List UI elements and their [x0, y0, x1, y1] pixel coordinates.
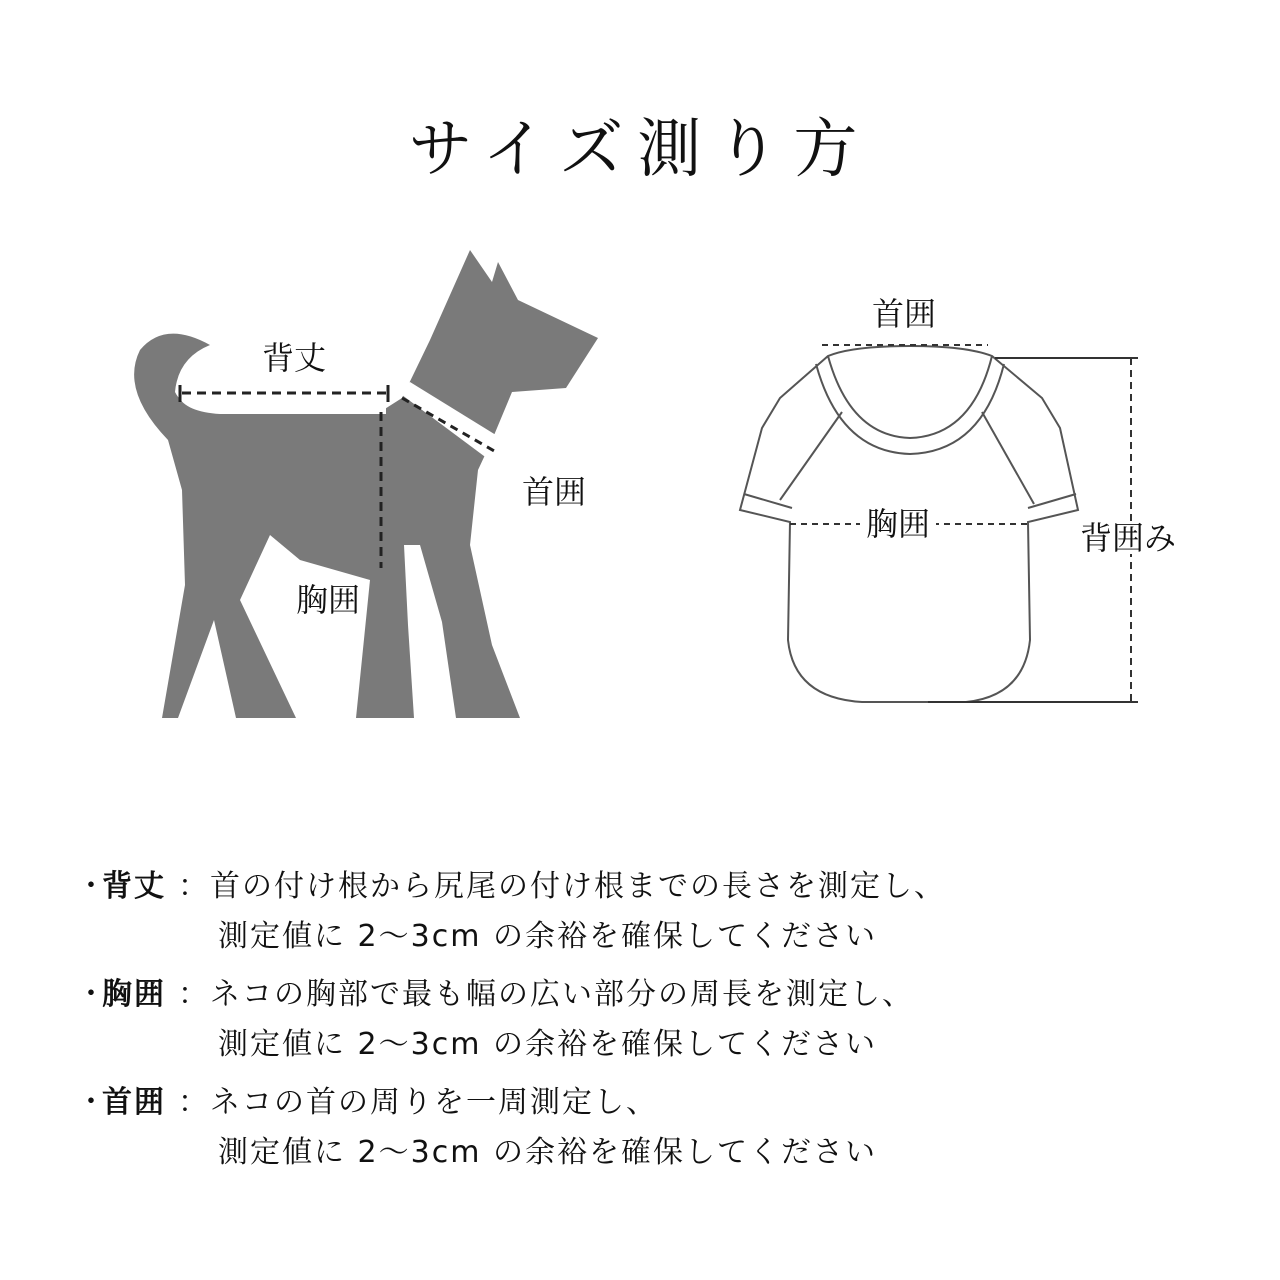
note-line-1: 首の付け根から尻尾の付け根までの長さを測定し、: [210, 869, 946, 904]
dog-neck-label: 首囲: [522, 473, 587, 511]
note-colon: ：: [178, 977, 208, 1012]
measurement-notes: [76, 862, 1226, 1186]
note-colon: ：: [178, 1085, 208, 1120]
note-line-1: ネコの胸部で最も幅の広い部分の周長を測定し、: [210, 977, 914, 1012]
note-line-2: 測定値に 2〜3cm の余裕を確保してください: [218, 1135, 877, 1170]
note-term: 首囲: [102, 1085, 166, 1120]
dog-back-length-label: 背丈: [262, 339, 327, 377]
note-colon: ：: [178, 869, 208, 904]
note-back-length: [76, 862, 1226, 962]
note-chest: [76, 970, 1226, 1070]
note-description: [210, 970, 914, 1070]
shirt-back-label: 背囲み: [1074, 522, 1182, 554]
note-bullet: ・: [76, 1085, 106, 1120]
dog-chest-label: 胸囲: [296, 581, 361, 619]
note-description: [210, 1078, 877, 1178]
note-line-2: 測定値に 2〜3cm の余裕を確保してください: [218, 1027, 877, 1062]
note-term: 背丈: [102, 869, 166, 904]
note-bullet: ・: [76, 869, 106, 904]
note-line-2: 測定値に 2〜3cm の余裕を確保してください: [218, 919, 877, 954]
note-neck: [76, 1078, 1226, 1178]
page-title: サイズ測り方: [408, 113, 872, 187]
note-term: 胸囲: [102, 977, 166, 1012]
note-bullet: ・: [76, 977, 106, 1012]
shirt-neck-label: 首囲: [872, 295, 937, 333]
note-line-1: ネコの首の周りを一周測定し、: [210, 1085, 658, 1120]
note-description: [210, 862, 946, 962]
shirt-chest-label: 胸囲: [860, 508, 936, 540]
